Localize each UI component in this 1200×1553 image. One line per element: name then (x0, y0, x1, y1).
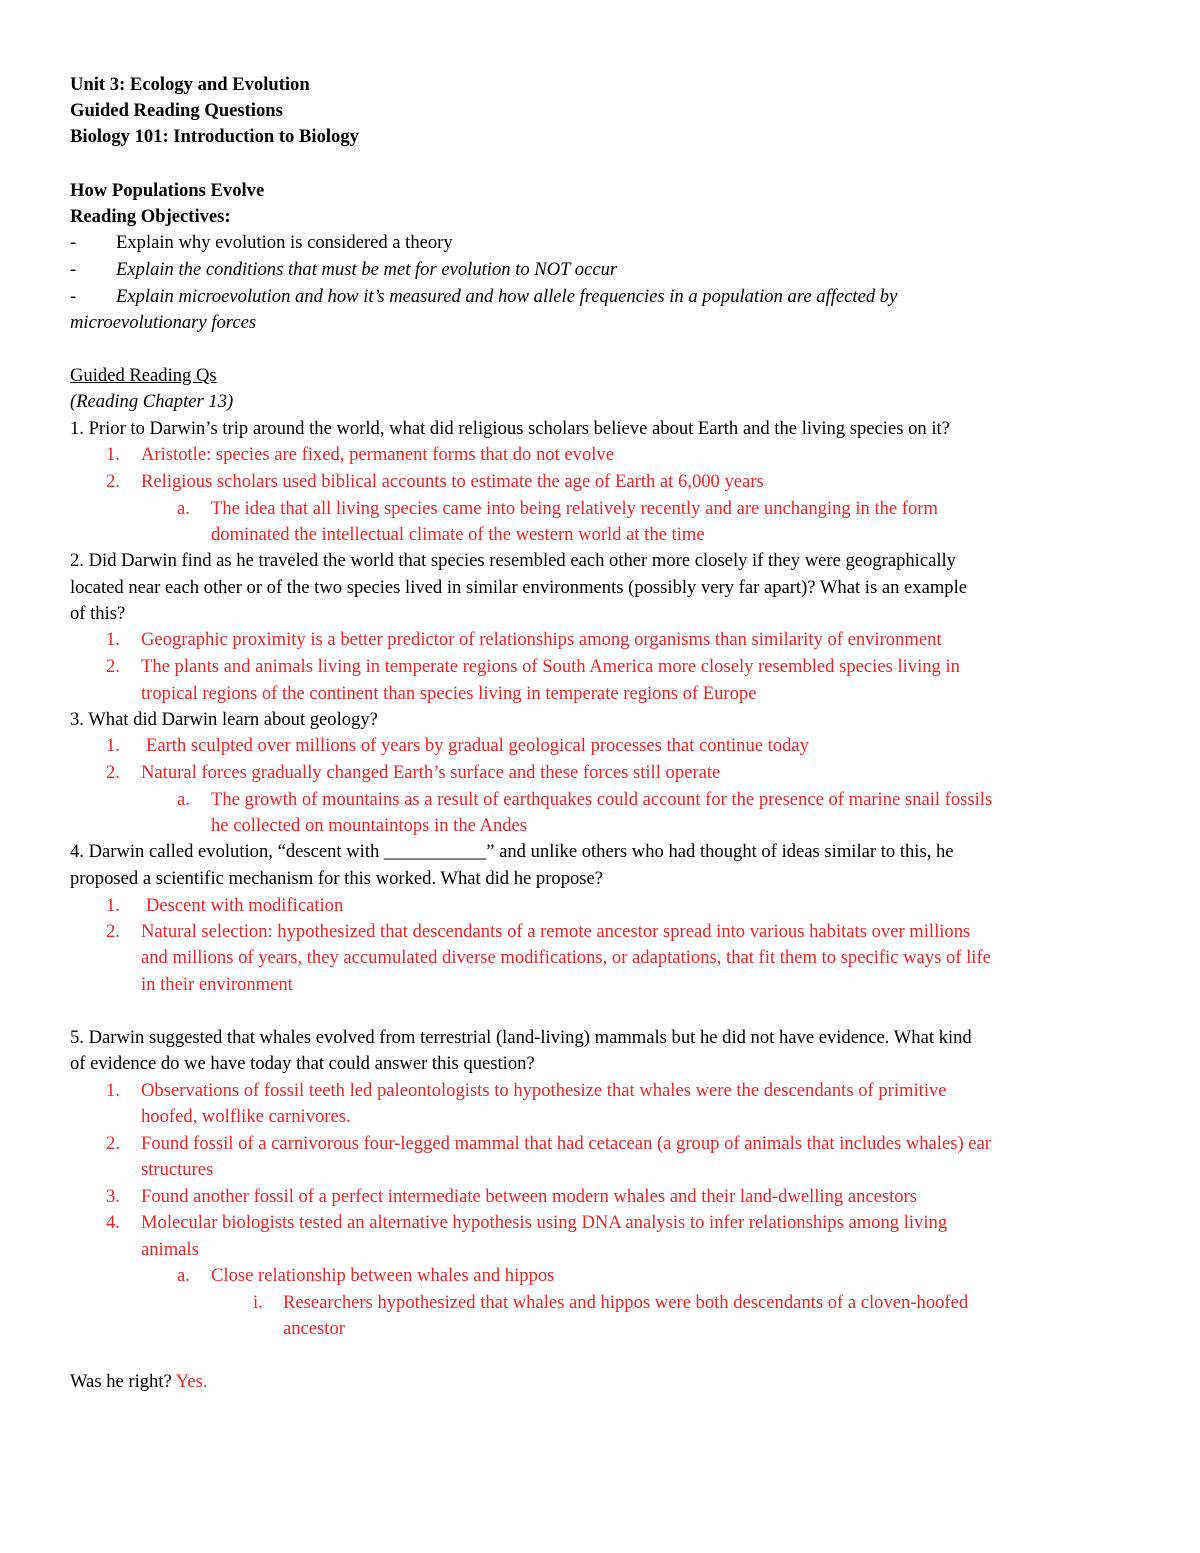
sub-answer-item: The idea that all living species came into being relatively recently and are unchanging in the form (211, 498, 938, 519)
closing-answer: Yes. (175, 1371, 208, 1392)
list-number: 2. (106, 471, 120, 492)
question-4: proposed a scientific mechanism for this worked. What did he propose? (70, 868, 604, 889)
sub-answer-item: he collected on mountaintops in the Andes (211, 815, 528, 836)
bullet-dash: - (70, 232, 77, 253)
answer-item: animals (141, 1239, 199, 1260)
question-3: 3. What did Darwin learn about geology? (70, 709, 378, 730)
objectives-heading: Reading Objectives: (70, 206, 231, 227)
question-5: 5. Darwin suggested that whales evolved from terrestrial (land-living) mammals but he did not have evidence. What kind (70, 1027, 972, 1048)
answer-item: Religious scholars used biblical accounts to estimate the age of Earth at 6,000 years (141, 471, 764, 492)
answer-item: hoofed, wolflike carnivores. (141, 1106, 351, 1127)
list-letter: a. (177, 1265, 190, 1286)
list-roman: i. (253, 1292, 263, 1313)
unit-title: Unit 3: Ecology and Evolution (70, 74, 310, 95)
list-number: 4. (106, 1212, 120, 1233)
answer-item: Earth sculpted over millions of years by gradual geological processes that continue today (146, 735, 809, 756)
sub-answer-item: Close relationship between whales and hippos (211, 1265, 555, 1286)
answer-item: Observations of fossil teeth led paleontologists to hypothesize that whales were the descendants of primitive (141, 1080, 947, 1101)
question-4: 4. Darwin called evolution, “descent with ___________” and unlike others who had thought of ideas similar to this, he (70, 841, 954, 862)
answer-item: Aristotle: species are fixed, permanent forms that do not evolve (141, 444, 614, 465)
answer-item: Molecular biologists tested an alternative hypothesis using DNA analysis to infer relationships among living (141, 1212, 948, 1233)
answer-item: Found another fossil of a perfect intermediate between modern whales and their land-dwelling ancestors (141, 1186, 918, 1207)
list-number: 1. (106, 629, 120, 650)
answer-item: Found fossil of a carnivorous four-legged mammal that had cetacean (a group of animals that includes whales) ear (141, 1133, 992, 1154)
list-number: 3. (106, 1186, 120, 1207)
list-letter: a. (177, 498, 190, 519)
sub-sub-answer-item: Researchers hypothesized that whales and hippos were both descendants of a cloven-hoofed (283, 1292, 969, 1313)
bullet-dash: - (70, 286, 77, 307)
objective-item: Explain why evolution is considered a theory (116, 232, 453, 253)
list-number: 1. (106, 1080, 120, 1101)
section-title: How Populations Evolve (70, 180, 265, 201)
list-number: 1. (106, 895, 120, 916)
question-2: located near each other or of the two species lived in similar environments (possibly very far apart)? What is an example (70, 577, 968, 598)
list-number: 1. (106, 735, 120, 756)
answer-item: The plants and animals living in temperate regions of South America more closely resembled species living in (141, 656, 960, 677)
list-letter: a. (177, 789, 190, 810)
closing-question: Was he right? (70, 1371, 172, 1392)
list-number: 2. (106, 656, 120, 677)
answer-item: tropical regions of the continent than species living in temperate regions of Europe (141, 683, 757, 704)
sub-answer-item: The growth of mountains as a result of earthquakes could account for the presence of marine snail fossils (211, 789, 993, 810)
sub-answer-item: dominated the intellectual climate of the western world at the time (211, 524, 705, 545)
document-subtitle: Guided Reading Questions (70, 100, 283, 121)
list-number: 2. (106, 1133, 120, 1154)
objective-item: Explain the conditions that must be met for evolution to NOT occur (116, 259, 618, 280)
question-2: of this? (70, 603, 126, 624)
answer-item: Descent with modification (146, 895, 344, 916)
question-5: of evidence do we have today that could answer this question? (70, 1053, 535, 1074)
list-number: 2. (106, 921, 120, 942)
list-number: 2. (106, 762, 120, 783)
objective-item: Explain microevolution and how it’s measured and how allele frequencies in a population are affected by (116, 286, 898, 307)
closing-line (70, 1373, 207, 1392)
list-number: 1. (106, 444, 120, 465)
guided-reading-heading: Guided Reading Qs (70, 365, 217, 386)
question-1: 1. Prior to Darwin’s trip around the world, what did religious scholars believe about Earth and the living species on it? (70, 418, 950, 439)
bullet-dash: - (70, 259, 77, 280)
answer-item: in their environment (141, 974, 293, 995)
objective-item-continued: microevolutionary forces (70, 312, 257, 333)
answer-item: Natural selection: hypothesized that descendants of a remote ancestor spread into various habitats over millions (141, 921, 971, 942)
sub-sub-answer-item: ancestor (283, 1318, 345, 1339)
course-title: Biology 101: Introduction to Biology (70, 126, 359, 147)
answer-item: Natural forces gradually changed Earth’s surface and these forces still operate (141, 762, 721, 783)
reading-reference: (Reading Chapter 13) (70, 391, 234, 412)
question-2: 2. Did Darwin find as he traveled the world that species resembled each other more closely if they were geographically (70, 550, 956, 571)
answer-item: structures (141, 1159, 214, 1180)
answer-item: Geographic proximity is a better predictor of relationships among organisms than similarity of environment (141, 629, 942, 650)
answer-item: and millions of years, they accumulated diverse modifications, or adaptations, that fit them to specific ways of life (141, 947, 991, 968)
